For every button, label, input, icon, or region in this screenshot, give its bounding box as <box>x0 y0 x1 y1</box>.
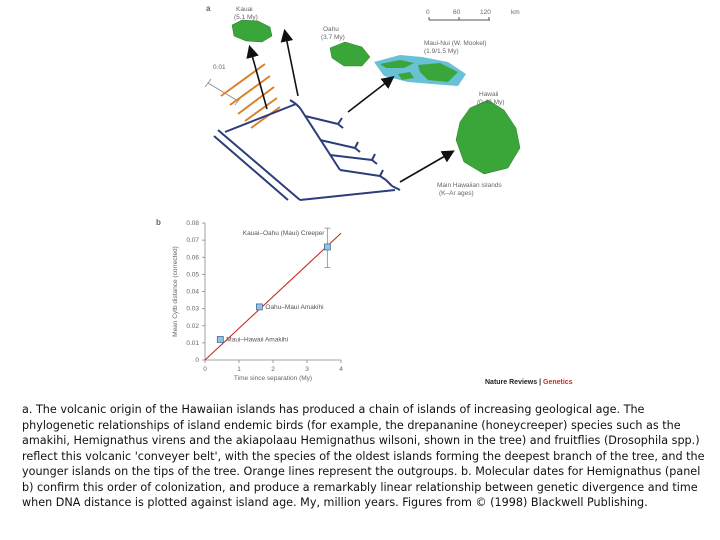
data-point <box>256 304 262 310</box>
x-tick-label: 0 <box>203 366 207 373</box>
journal-name: Nature Reviews <box>485 379 538 386</box>
panel-a-label: a <box>206 4 211 13</box>
label-oahu-age: (3.7 My) <box>321 34 345 41</box>
x-axis-label: Time since separation (My) <box>233 375 313 382</box>
y-tick-label: 0.05 <box>186 271 199 279</box>
y-tick-label: 0.06 <box>186 254 199 262</box>
figure-caption <box>22 402 712 511</box>
data-point-label: Maui–Hawaii Amakihi <box>226 336 289 344</box>
y-tick-label: 0.04 <box>186 288 199 296</box>
x-tick-label: 3 <box>305 366 309 373</box>
caption-text: a. The volcanic origin of the Hawaiian islands has produced a chain of islands of increasing geological age. The phylogenetic relationships of island endemic birds (for example, the drepananine (honeycreeper) species such as the amakihi, Hemignathus virens and the akiapolaau Hemignathus wilsoni, shown in the tree) and fruitflies (Drosophila spp.) reflect this volcanic 'conveyer belt', with the species of the oldest islands forming the deepest branch of the tree, and the younger islands on the tips of the tree. Orange lines represent the outgroups. b. Molecular dates for Hemignathus (panel b) confirm this order of colonization, and produce a remarkably linear relationship between genetic divergence and time when DNA distance is plotted against island age. My, million years. Figures from © (1998) Blackwell Publishing. <box>22 403 705 509</box>
journal-credit <box>485 379 573 386</box>
y-tick-label: 0 <box>195 357 199 364</box>
credit-separator: | <box>537 379 543 386</box>
data-point-label: Oahu–Maui Amakihi <box>265 303 324 311</box>
divergence-chart <box>172 220 343 382</box>
y-axis-label: Mean Cytb distance (corrected) <box>172 246 179 337</box>
scale-tick-0: 0 <box>426 9 430 16</box>
scale-unit: km <box>511 9 520 16</box>
map-scale-bar <box>426 9 520 20</box>
x-tick-label: 4 <box>339 366 343 373</box>
label-main-islands-age: (K–Ar ages) <box>439 190 474 197</box>
x-tick-label: 1 <box>237 366 241 373</box>
label-main-islands: Main Hawaiian islands <box>437 182 502 189</box>
island-hawaii <box>456 100 520 174</box>
data-point-label: Kauai–Oahu (Maui) Creeper <box>242 229 325 237</box>
label-oahu: Oahu <box>323 26 339 33</box>
tree-scale-label: 0.01 <box>213 64 226 71</box>
label-maui-nui: Maui-Nui (W. Mookel) <box>424 40 487 47</box>
y-tick-label: 0.07 <box>186 237 199 245</box>
label-hawaii-age: (0.43 My) <box>477 99 505 106</box>
label-kauai: Kauai <box>236 6 253 13</box>
x-tick-label: 2 <box>271 366 275 373</box>
panel-b-label: b <box>156 218 161 227</box>
label-kauai-age: (5.1 My) <box>234 14 258 21</box>
data-point <box>217 336 223 342</box>
label-maui-nui-age: (1.9/1.5 My) <box>424 48 459 55</box>
journal-section: Genetics <box>543 379 573 386</box>
island-oahu <box>330 42 370 66</box>
y-tick-label: 0.08 <box>186 220 199 227</box>
label-hawaii: Hawaii <box>479 91 499 98</box>
data-point <box>324 244 330 250</box>
phylogenetic-tree <box>214 100 400 200</box>
scale-tick-120: 120 <box>480 9 491 16</box>
y-tick-label: 0.03 <box>186 305 199 313</box>
y-tick-label: 0.02 <box>186 322 199 330</box>
scale-tick-60: 60 <box>453 9 461 16</box>
island-kauai <box>232 20 272 42</box>
y-tick-label: 0.01 <box>186 339 199 347</box>
